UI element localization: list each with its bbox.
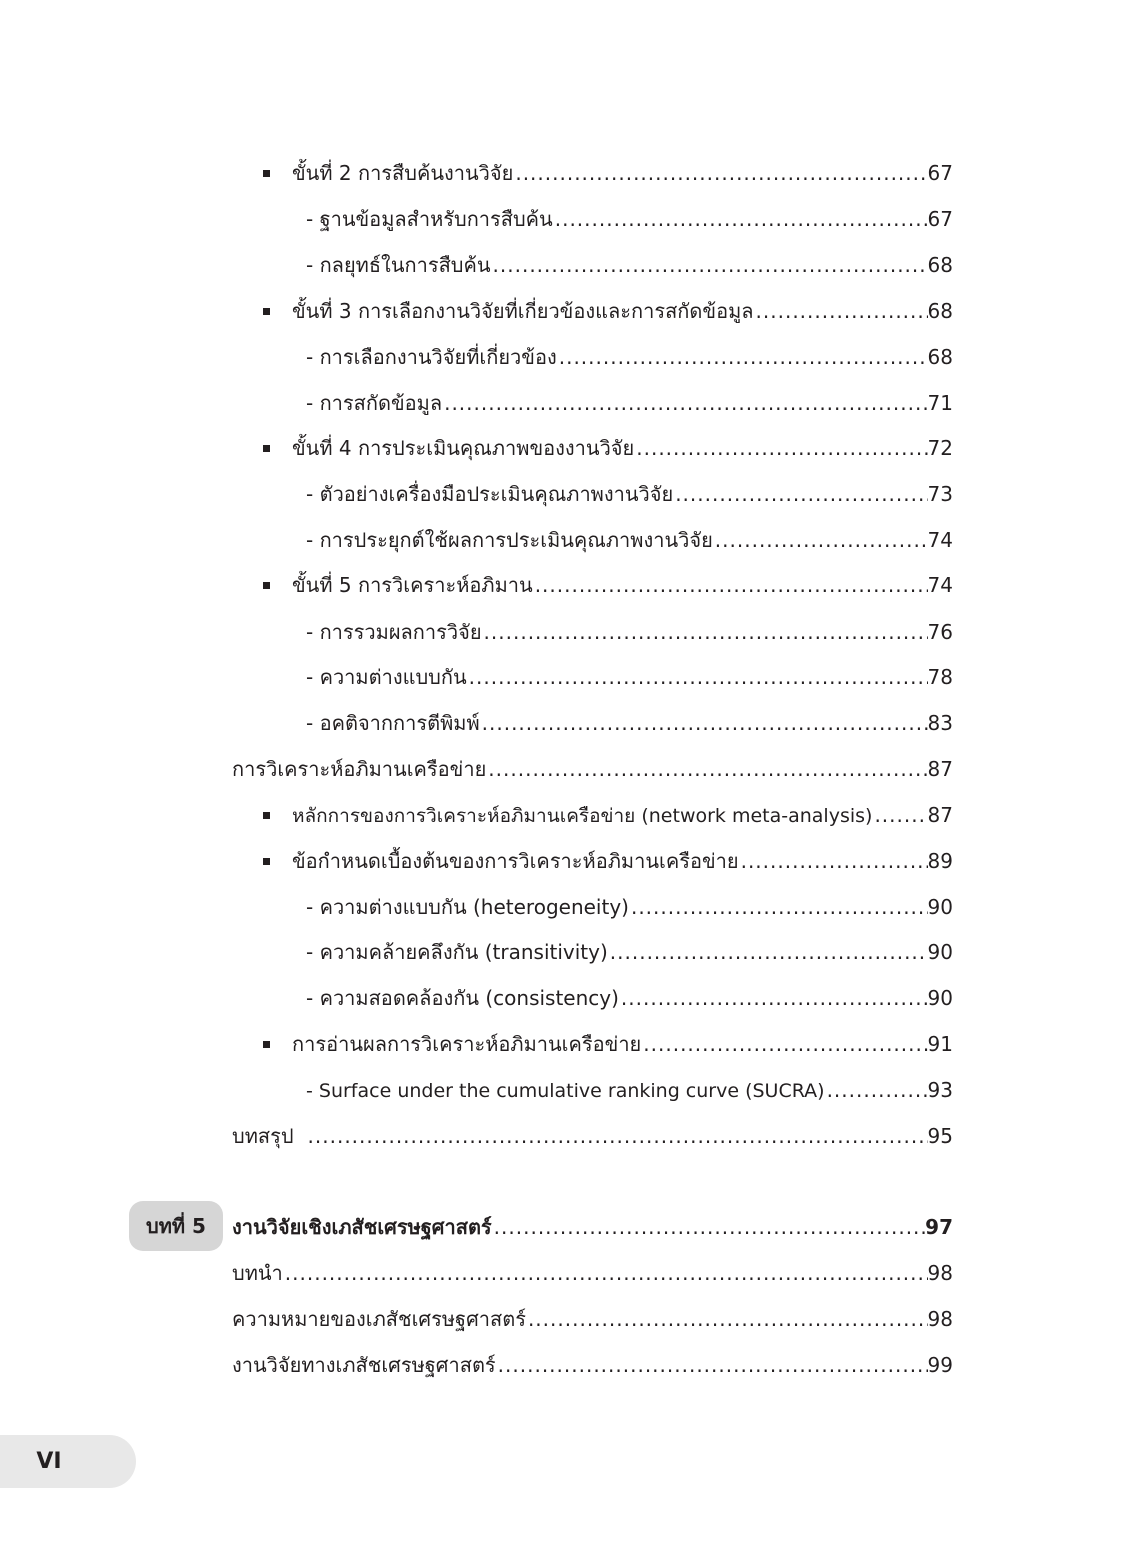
dot-leader <box>555 204 928 234</box>
dot-leader <box>741 846 928 876</box>
toc-entry[interactable] <box>292 800 953 831</box>
toc-entry-title: งานวิจัยทางเภสัชเศรษฐศาสตร์ <box>232 1353 496 1377</box>
toc-entry-title: - ความคล้ายคลึงกัน (transitivity) <box>306 940 608 964</box>
toc-entry-title: ขั้นที่ 2 การสืบค้นงานวิจัย <box>292 161 514 185</box>
toc-entry[interactable] <box>232 1304 953 1334</box>
toc-entry[interactable] <box>232 754 953 784</box>
toc-chapter-entry[interactable] <box>232 1212 953 1242</box>
toc-entry-page: 73 <box>927 482 953 506</box>
toc-entry-page: 97 <box>925 1215 953 1239</box>
dot-leader <box>488 754 927 784</box>
toc-entry-title: ข้อกำหนดเบื้องต้นของการวิเคราะห์อภิมานเครือข่าย <box>292 849 739 873</box>
toc-entry-page: 90 <box>927 940 953 964</box>
toc-entry-title: - กลยุทธ์ในการสืบค้น <box>306 253 491 277</box>
toc-entry-page: 87 <box>927 757 953 781</box>
dot-leader <box>621 983 928 1013</box>
toc-entry[interactable] <box>232 1258 953 1288</box>
toc-entry-page: 90 <box>927 895 953 919</box>
toc-entry-page: 89 <box>927 849 953 873</box>
toc-entry-title: - อคติจากการตีพิมพ์ <box>306 711 480 735</box>
toc-entry-title: - ความต่างแบบกัน (heterogeneity) <box>306 895 629 919</box>
toc-entry-page: 95 <box>927 1124 953 1148</box>
toc-entry-page: 78 <box>927 665 953 689</box>
toc-entry[interactable] <box>306 250 953 280</box>
toc-entry-title: - Surface under the cumulative ranking curve (SUCRA) <box>306 1080 825 1102</box>
toc-entry-page: 87 <box>927 803 953 827</box>
toc-entry-title: ความหมายของเภสัชเศรษฐศาสตร์ <box>232 1307 526 1331</box>
toc-entry-page: 83 <box>927 711 953 735</box>
toc-entry-page: 72 <box>927 436 953 460</box>
toc-entry-page: 68 <box>927 299 953 323</box>
toc-entry-page: 76 <box>927 620 953 644</box>
toc-entry-title: การอ่านผลการวิเคราะห์อภิมานเครือข่าย <box>292 1032 642 1056</box>
toc-entry[interactable] <box>306 1075 953 1106</box>
toc-entry[interactable] <box>306 388 953 418</box>
toc-entry-title: - ความสอดคล้องกัน (consistency) <box>306 986 619 1010</box>
page-number: VI <box>0 1435 136 1488</box>
toc-entry[interactable] <box>306 937 953 967</box>
toc-entry[interactable] <box>292 433 953 463</box>
toc-entry-page: 99 <box>927 1353 953 1377</box>
bullet-icon <box>263 445 270 452</box>
toc-entry[interactable] <box>306 204 953 234</box>
toc-entry[interactable] <box>306 479 953 509</box>
toc-entry[interactable] <box>292 846 953 876</box>
dot-leader <box>675 479 927 509</box>
toc-entry[interactable] <box>292 1029 953 1059</box>
dot-leader <box>515 158 927 188</box>
toc-entry-title: ขั้นที่ 3 การเลือกงานวิจัยที่เกี่ยวข้องและการสกัดข้อมูล <box>292 299 754 323</box>
bullet-icon <box>263 170 270 177</box>
dot-leader <box>610 937 928 967</box>
toc-entry-page: 74 <box>927 528 953 552</box>
dot-leader <box>482 708 928 738</box>
toc-entry-title: หลักการของการวิเคราะห์อภิมานเครือข่าย (network meta-analysis) <box>292 805 873 827</box>
toc-entry-title: การวิเคราะห์อภิมานเครือข่าย <box>232 757 487 781</box>
toc-entry-title: - การรวมผลการวิจัย <box>306 620 482 644</box>
dot-leader <box>756 296 928 326</box>
toc-entry-title: - ฐานข้อมูลสำหรับการสืบค้น <box>306 207 553 231</box>
dot-leader <box>494 1212 925 1242</box>
dot-leader <box>308 1121 928 1151</box>
toc-entry-page: 68 <box>927 253 953 277</box>
toc-entry-page: 71 <box>927 391 953 415</box>
dot-leader <box>444 388 927 418</box>
toc-entry-page: 67 <box>927 161 953 185</box>
toc-entry-page: 98 <box>927 1307 953 1331</box>
toc-entry[interactable] <box>306 708 953 738</box>
dot-leader <box>636 433 927 463</box>
toc-entry-page: 90 <box>927 986 953 1010</box>
toc-entry[interactable] <box>232 1350 953 1380</box>
dot-leader <box>631 892 928 922</box>
toc-entry-title: ขั้นที่ 4 การประเมินคุณภาพของงานวิจัย <box>292 436 635 460</box>
dot-leader <box>715 525 928 555</box>
toc-entry[interactable] <box>306 983 953 1013</box>
dot-leader <box>874 800 927 830</box>
bullet-icon <box>263 1041 270 1048</box>
dot-leader <box>498 1350 928 1380</box>
toc-entry[interactable] <box>306 662 953 692</box>
dot-leader <box>484 617 928 647</box>
toc-entry[interactable] <box>306 892 953 922</box>
toc-entry-title: ขั้นที่ 5 การวิเคราะห์อภิมาน <box>292 573 533 597</box>
toc-entry-title: งานวิจัยเชิงเภสัชเศรษฐศาสตร์ <box>232 1215 492 1239</box>
toc-entry-page: 93 <box>927 1078 953 1102</box>
toc-entry-title: - ความต่างแบบกัน <box>306 665 467 689</box>
toc-entry-page: 91 <box>927 1032 953 1056</box>
bullet-icon <box>263 858 270 865</box>
toc-entry[interactable] <box>306 525 953 555</box>
toc-entry-title: - ตัวอย่างเครื่องมือประเมินคุณภาพงานวิจัย <box>306 482 674 506</box>
toc-entry-page: 98 <box>927 1261 953 1285</box>
toc-entry-title: - การเลือกงานวิจัยที่เกี่ยวข้อง <box>306 345 557 369</box>
bullet-icon <box>263 582 270 589</box>
toc-entry[interactable] <box>306 342 953 372</box>
chapter-label: บทที่ 5 <box>129 1201 223 1251</box>
toc-entry-title: - การประยุกต์ใช้ผลการประเมินคุณภาพงานวิจัย <box>306 528 713 552</box>
toc-entry[interactable] <box>292 296 953 326</box>
toc-entry-title: - การสกัดข้อมูล <box>306 391 443 415</box>
toc-entry[interactable] <box>292 158 953 188</box>
toc-entry-page: 67 <box>927 207 953 231</box>
bullet-icon <box>263 308 270 315</box>
dot-leader <box>285 1258 928 1288</box>
dot-leader <box>528 1304 928 1334</box>
dot-leader <box>559 342 928 372</box>
dot-leader <box>643 1029 927 1059</box>
toc-entry[interactable] <box>292 570 953 600</box>
toc-entry-title: บทสรุป <box>232 1124 294 1148</box>
toc-entry-page: 68 <box>927 345 953 369</box>
dot-leader <box>469 662 928 692</box>
toc-entry[interactable] <box>306 617 953 647</box>
dot-leader <box>493 250 928 280</box>
toc-entry-title: บทนำ <box>232 1261 283 1285</box>
toc-entry-page: 74 <box>927 573 953 597</box>
dot-leader <box>535 570 928 600</box>
dot-leader <box>827 1075 928 1105</box>
bullet-icon <box>263 812 270 819</box>
toc-entry[interactable] <box>232 1121 953 1151</box>
